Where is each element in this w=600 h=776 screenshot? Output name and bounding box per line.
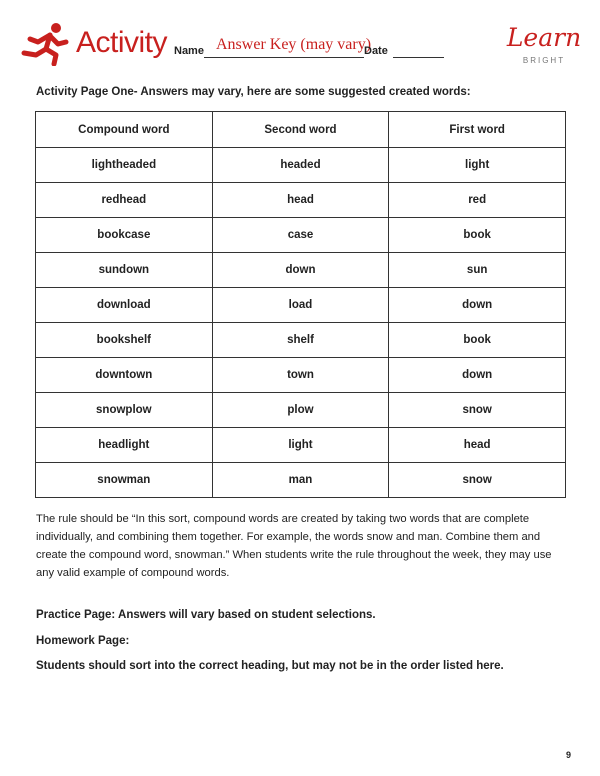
table-cell: head xyxy=(212,183,389,218)
table-header-row xyxy=(36,112,566,148)
page-number: 9 xyxy=(566,750,572,760)
table-cell: down xyxy=(389,358,566,393)
table-cell: headed xyxy=(212,148,389,183)
table-row xyxy=(36,218,566,253)
table-cell: snowplow xyxy=(36,393,213,428)
column-header: Second word xyxy=(212,112,389,148)
table-cell: bookcase xyxy=(36,218,213,253)
homework-page-note: Students should sort into the correct heading, but may not be in the order listed here. xyxy=(36,660,504,672)
learn-bright-logo xyxy=(506,24,582,70)
activity-intro: Activity Page One- Answers may vary, here are some suggested created words: xyxy=(36,86,471,98)
table-cell: snowman xyxy=(36,463,213,498)
table-cell: light xyxy=(389,148,566,183)
name-underline xyxy=(204,57,364,58)
logo-wordmark: Learn xyxy=(506,23,582,52)
table-cell: redhead xyxy=(36,183,213,218)
date-label: Date xyxy=(364,45,388,57)
practice-page-note: Practice Page: Answers will vary based on student selections. xyxy=(36,609,376,621)
column-header: Compound word xyxy=(36,112,213,148)
table-row xyxy=(36,358,566,393)
table-row xyxy=(36,253,566,288)
table-cell: load xyxy=(212,288,389,323)
logo-subtext: BRIGHT xyxy=(522,56,566,65)
running-person-icon xyxy=(20,22,70,66)
table-cell: man xyxy=(212,463,389,498)
table-cell: light xyxy=(212,428,389,463)
table-cell: downtown xyxy=(36,358,213,393)
table-cell: snow xyxy=(389,393,566,428)
table-cell: plow xyxy=(212,393,389,428)
table-cell: sundown xyxy=(36,253,213,288)
page-header xyxy=(0,0,600,80)
table-cell: headlight xyxy=(36,428,213,463)
table-row xyxy=(36,463,566,498)
rule-paragraph: The rule should be “In this sort, compound words are created by taking two words that are complete individually, and combining them together. For example, the words snow and man. Combine them and create the compound word, snowman.” When students write the rule throughout the week, they may use any valid example of compound words. xyxy=(36,513,552,579)
table-row xyxy=(36,288,566,323)
table-cell: bookshelf xyxy=(36,323,213,358)
table-cell: down xyxy=(389,288,566,323)
table-cell: download xyxy=(36,288,213,323)
table-cell: red xyxy=(389,183,566,218)
table-cell: down xyxy=(212,253,389,288)
table-cell: book xyxy=(389,323,566,358)
table-row xyxy=(36,428,566,463)
table-cell: case xyxy=(212,218,389,253)
activity-title: Activity xyxy=(76,26,168,59)
homework-page-heading: Homework Page: xyxy=(36,635,130,647)
table-cell: book xyxy=(389,218,566,253)
date-underline xyxy=(393,57,444,58)
table-cell: snow xyxy=(389,463,566,498)
table-row xyxy=(36,148,566,183)
table-cell: lightheaded xyxy=(36,148,213,183)
table-row xyxy=(36,323,566,358)
table-cell: head xyxy=(389,428,566,463)
column-header: First word xyxy=(389,112,566,148)
name-field-value: Answer Key (may vary) xyxy=(216,36,372,53)
table-cell: town xyxy=(212,358,389,393)
compound-word-table xyxy=(35,111,566,498)
table-row xyxy=(36,393,566,428)
table-cell: shelf xyxy=(212,323,389,358)
table-cell: sun xyxy=(389,253,566,288)
name-label: Name xyxy=(174,45,204,57)
table-row xyxy=(36,183,566,218)
